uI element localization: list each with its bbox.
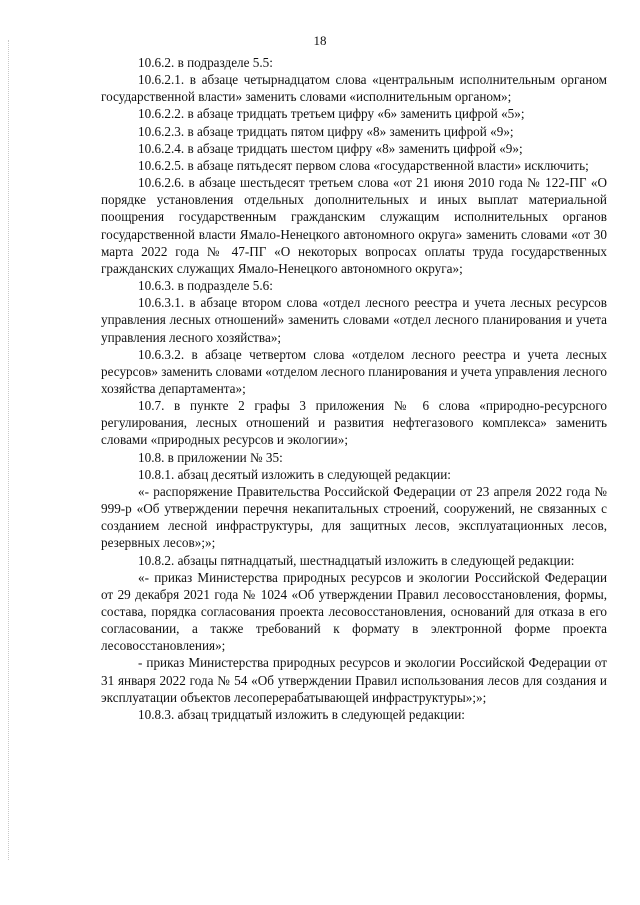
paragraph-10-6-2-3: 10.6.2.3. в абзаце тридцать пятом цифру «8» заменить цифрой «9»; — [138, 123, 514, 139]
paragraph-10-6-2-2: 10.6.2.2. в абзаце тридцать третьем цифру «6» заменить цифрой «5»; — [138, 106, 525, 122]
paragraph-10-6-2-4: 10.6.2.4. в абзаце тридцать шестом цифру «8» заменить цифрой «9»; — [138, 140, 523, 156]
paragraph-10-7: 10.7. в пункте 2 графы 3 приложения № 6 слова «природно-ресурсного регулирования, лесных отношений и развития нефтегазового комплекса» заменить словами «природных ресурсов и экологии»; — [101, 398, 607, 448]
scan-edge-artifact — [8, 40, 10, 860]
document-body — [101, 54, 607, 723]
paragraph-10-6-2-6: 10.6.2.6. в абзаце шестьдесят третьем слова «от 21 июня 2010 года № 122-ПГ «О порядке установления отдельных дополнительных и иных выплат материальной поощрения государственным гражданским служащим исполнительных органов государственной власти Ямало-Ненецкого автономного округа» заменить словами «от 30 марта 2022 года № 47-ПГ «О некоторых вопросах оплаты труда государственных гражданских служащих Ямало-Ненецкого автономного округа»; — [101, 175, 607, 276]
paragraph-10-8-3: 10.8.3. абзац тридцатый изложить в следующей редакции: — [138, 706, 465, 722]
quote-paragraph-decree-999: «- распоряжение Правительства Российской Федерации от 23 апреля 2022 года № 999-р «Об утверждении перечня некапитальных строений, сооружений, не связанных с созданием лесной инфраструктуры, для защитных лесов, эксплуатационных лесов, резервных лесов»;»; — [101, 483, 607, 551]
paragraph-10-6-2-5: 10.6.2.5. в абзаце пятьдесят первом слова «государственной власти» исключить; — [138, 157, 589, 173]
paragraph-10-8-2: 10.8.2. абзацы пятнадцатый, шестнадцатый изложить в следующей редакции: — [138, 552, 575, 568]
paragraph-10-6-2: 10.6.2. в подразделе 5.5: — [138, 55, 273, 70]
quote-paragraph-order-54: - приказ Министерства природных ресурсов и экологии Российской Федерации от 31 января 2022 года № 54 «Об утверждении Правил использования лесов для создания и эксплуатации объектов лесоперерабатывающей инфраструктуры»;»; — [101, 655, 607, 705]
page-number: 18 — [313, 33, 327, 48]
paragraph-10-6-2-1: 10.6.2.1. в абзаце четырнадцатом слова «центральным исполнительным органом государственной власти» заменить словами «исполнительным органом»; — [101, 72, 607, 105]
paragraph-10-6-3-2: 10.6.3.2. в абзаце четвертом слова «отделом лесного реестра и учета лесных ресурсов» заменить словами «отделом лесного планирования и учета управления лесного хозяйства департамента»; — [101, 346, 607, 396]
paragraph-10-8: 10.8. в приложении № 35: — [138, 449, 283, 465]
paragraph-10-8-1: 10.8.1. абзац десятый изложить в следующей редакции: — [138, 466, 451, 482]
quote-paragraph-order-1024: «- приказ Министерства природных ресурсов и экологии Российской Федерации от 29 декабря 2021 года № 1024 «Об утверждении Правил лесовосстановления, формы, состава, порядка согласования проекта лесовосстановления, оснований для отказа в его согласовании, а также требований к формату в электронной форме проекта лесовосстановления»; — [101, 569, 607, 654]
paragraph-10-6-3-1: 10.6.3.1. в абзаце втором слова «отдел лесного реестра и учета лесных ресурсов управления лесных отношений» заменить словами «отдел лесного планирования и учета управления лесного хозяйства»; — [101, 295, 607, 345]
paragraph-10-6-3: 10.6.3. в подразделе 5.6: — [138, 278, 273, 294]
